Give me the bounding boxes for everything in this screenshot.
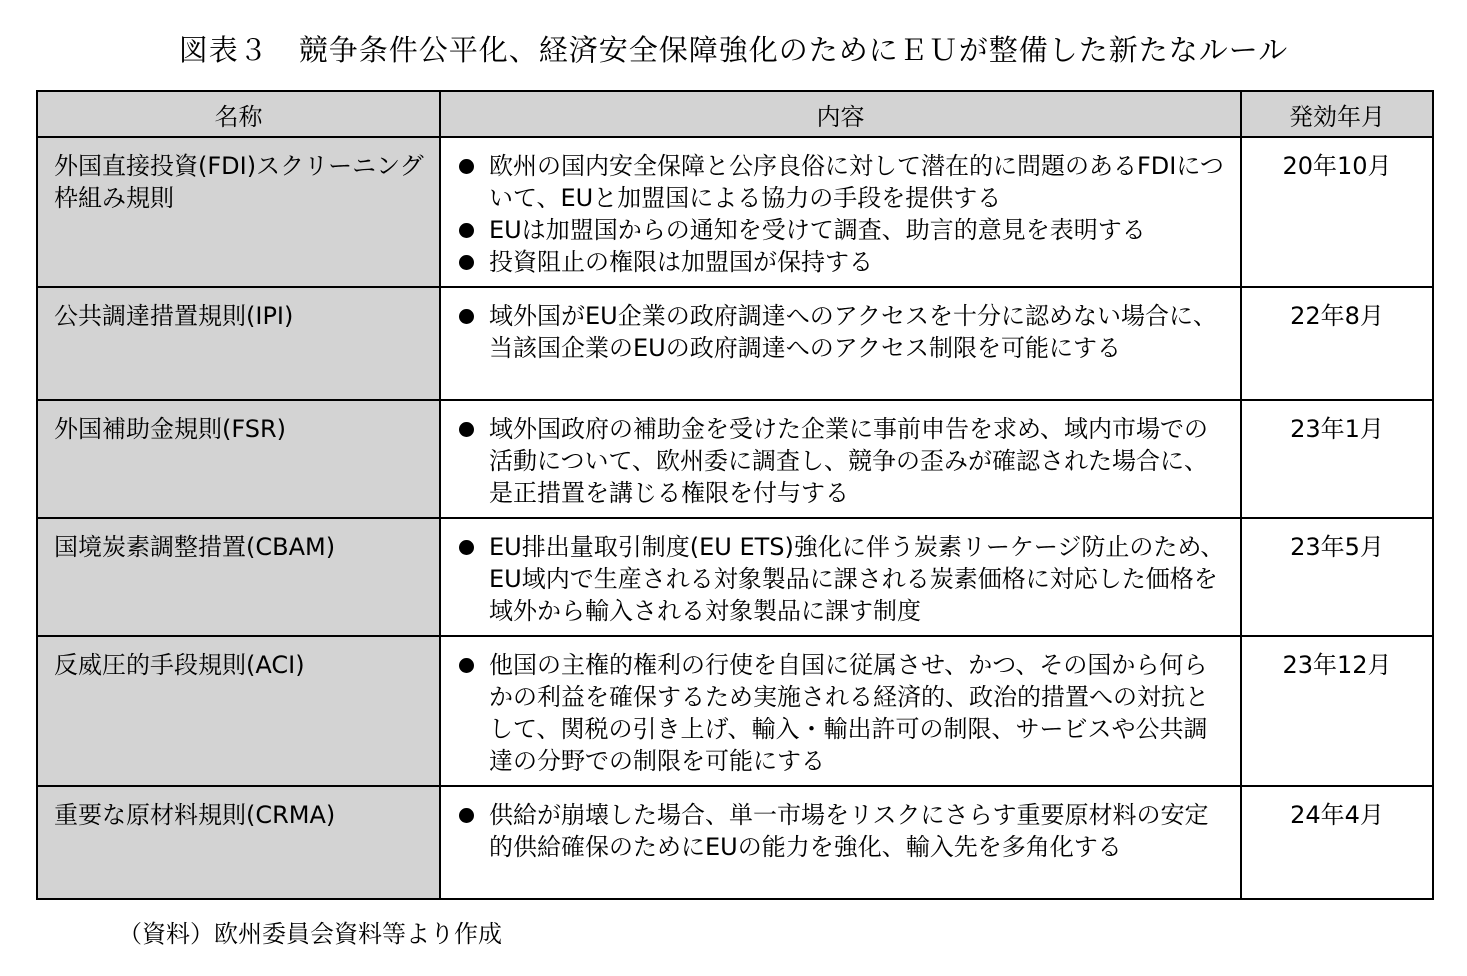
bullet-dot-icon: [459, 808, 474, 823]
rule-name: 公共調達措置規則(IPI): [37, 287, 440, 400]
rule-content: [440, 400, 1241, 518]
bullet-list: [459, 799, 1226, 863]
figure-title: 図表３ 競争条件公平化、経済安全保障強化のためにＥＵが整備した新たなルール: [178, 33, 1289, 67]
effective-date: 23年12月: [1241, 636, 1433, 786]
effective-date: 20年10月: [1241, 137, 1433, 287]
table-row: [37, 786, 1433, 899]
bullet-dot-icon: [459, 540, 474, 555]
rule-content: [440, 287, 1241, 400]
bullet-item: 欧州の国内安全保障と公序良俗に対して潜在的に問題のあるFDIについて、EUと加盟国による協力の手段を提供する: [459, 150, 1226, 214]
bullet-dot-icon: [459, 223, 474, 238]
rule-content: [440, 636, 1241, 786]
header-date: 発効年月: [1241, 91, 1433, 137]
bullet-item: EUは加盟国からの通知を受けて調査、助言的意見を表明する: [459, 214, 1226, 246]
bullet-list: [459, 150, 1226, 278]
bullet-dot-icon: [459, 255, 474, 270]
source-note: （資料）欧州委員会資料等より作成: [118, 920, 502, 948]
rule-name: 外国補助金規則(FSR): [37, 400, 440, 518]
table-row: [37, 636, 1433, 786]
rule-name: 反威圧的手段規則(ACI): [37, 636, 440, 786]
rule-name: 外国直接投資(FDI)スクリーニング枠組み規則: [37, 137, 440, 287]
bullet-item: 投資阻止の権限は加盟国が保持する: [459, 246, 1226, 278]
bullet-item: 域外国政府の補助金を受けた企業に事前申告を求め、域内市場での活動について、欧州委に調査し、競争の歪みが確認された場合に、是正措置を講じる権限を付与する: [459, 413, 1226, 509]
effective-date: 22年8月: [1241, 287, 1433, 400]
rule-content: [440, 518, 1241, 636]
bullet-dot-icon: [459, 422, 474, 437]
bullet-item: EU排出量取引制度(EU ETS)強化に伴う炭素リーケージ防止のため、EU域内で生産される対象製品に課される炭素価格に対応した価格を域外から輸入される対象製品に課す制度: [459, 531, 1226, 627]
effective-date: 23年5月: [1241, 518, 1433, 636]
rules-table: [36, 90, 1434, 900]
header-row: [37, 91, 1433, 137]
rule-content: [440, 786, 1241, 899]
table-row: [37, 137, 1433, 287]
bullet-list: [459, 300, 1226, 364]
bullet-dot-icon: [459, 309, 474, 324]
bullet-item: 他国の主権的権利の行使を自国に従属させ、かつ、その国から何らかの利益を確保するため実施される経済的、政治的措置への対抗として、関税の引き上げ、輸入・輸出許可の制限、サービスや公共調達の分野での制限を可能にする: [459, 649, 1226, 777]
effective-date: 24年4月: [1241, 786, 1433, 899]
rule-name: 国境炭素調整措置(CBAM): [37, 518, 440, 636]
bullet-dot-icon: [459, 159, 474, 174]
bullet-item: 域外国がEU企業の政府調達へのアクセスを十分に認めない場合に、当該国企業のEUの政府調達へのアクセス制限を可能にする: [459, 300, 1226, 364]
header-name: 名称: [37, 91, 440, 137]
header-content: 内容: [440, 91, 1241, 137]
bullet-item: 供給が崩壊した場合、単一市場をリスクにさらす重要原材料の安定的供給確保のためにEUの能力を強化、輸入先を多角化する: [459, 799, 1226, 863]
bullet-list: [459, 413, 1226, 509]
bullet-list: [459, 649, 1226, 777]
bullet-dot-icon: [459, 658, 474, 673]
table-row: [37, 400, 1433, 518]
table-row: [37, 518, 1433, 636]
table-row: [37, 287, 1433, 400]
rule-content: [440, 137, 1241, 287]
bullet-list: [459, 531, 1226, 627]
effective-date: 23年1月: [1241, 400, 1433, 518]
rule-name: 重要な原材料規則(CRMA): [37, 786, 440, 899]
